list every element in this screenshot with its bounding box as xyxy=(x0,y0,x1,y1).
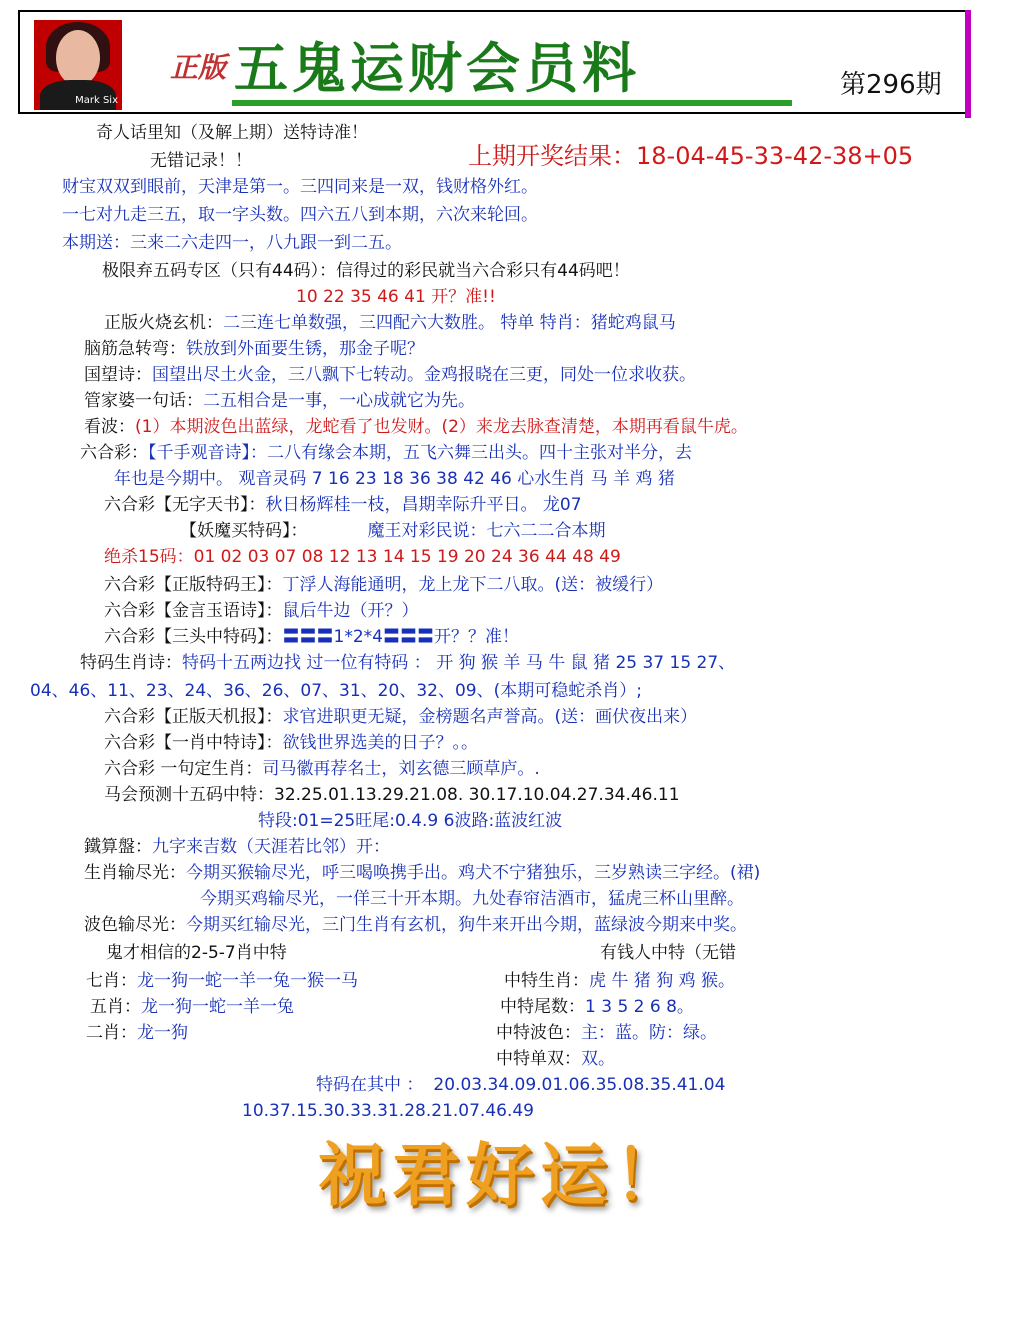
yaomo-row xyxy=(180,520,606,542)
wu-xiao-row xyxy=(90,996,294,1018)
shengxiao-text: 特码十五两边找 过一位有特码 ： 开 狗 猴 羊 马 牛 鼠 猪 25 37 15 27、 xyxy=(182,653,736,673)
guowang-text: 国望出尽土火金，三八飘下七转动。金鸡报晓在三更，同处一位求收获。 xyxy=(152,365,696,385)
er-xiao-label: 二肖： xyxy=(86,1023,137,1043)
jinyan-label: 六合彩【金言玉语诗】： xyxy=(104,601,283,621)
yaomo-label: 【妖魔买特码】： xyxy=(180,521,308,541)
guowang-row xyxy=(84,364,696,386)
last-draw-result: 上期开奖结果：18-04-45-33-42-38+05 xyxy=(468,142,914,170)
guanjia-label: 管家婆一句话： xyxy=(84,391,203,411)
title-underline xyxy=(232,100,792,106)
yiju-row xyxy=(104,758,540,780)
jixian-numbers: 10 22 35 46 41 开？准!! xyxy=(296,287,496,307)
bose-shu-text: 今期买红输尽光，三门生肖有玄机，狗牛来开出今期，蓝绿波今期来中奖。 xyxy=(186,915,747,935)
tema-wang-label: 六合彩【正版特码王】： xyxy=(104,575,283,595)
wuzi-text: 秋日杨辉桂一枝，昌期幸际升平日。 龙07 xyxy=(265,495,582,515)
yixiao-row xyxy=(104,732,478,754)
page-title: 五鬼运财会员料 xyxy=(234,36,640,100)
zhongte-bose-row xyxy=(496,1022,717,1044)
naojin-label: 脑筋急转弯： xyxy=(84,339,186,359)
wuzi-label: 六合彩【无字天书】： xyxy=(104,495,266,515)
kanbo-row xyxy=(84,416,748,438)
tianji-row xyxy=(104,706,697,728)
shengxiao-label: 特码生肖诗： xyxy=(80,653,182,673)
issue-number: 第296期 xyxy=(840,70,942,100)
tiesuan-label: 鐵算盤： xyxy=(84,837,152,857)
poem-line-1: 财宝双双到眼前，天津是第一。三四同来是一双，钱财格外红。 xyxy=(62,177,538,197)
zhongte-danshuang-value: 双。 xyxy=(581,1049,615,1069)
tema-wang-row xyxy=(104,574,663,596)
teduan-line: 特段:01=25旺尾:0.4.9 6波路:蓝波红波 xyxy=(258,811,563,831)
banner-edge-stripe xyxy=(965,10,971,118)
mahui-line: 马会预测十五码中特：32.25.01.13.29.21.08. 30.17.10.04.27.34.46.11 xyxy=(104,785,680,805)
photo-caption: Mark Six xyxy=(75,95,118,106)
santou-row xyxy=(104,626,519,648)
tianji-label: 六合彩【正版天机报】： xyxy=(104,707,283,727)
bose-shu-row xyxy=(84,914,747,936)
wu-xiao-label: 五肖： xyxy=(90,997,141,1017)
zhongte-shengxiao-value: 虎 牛 猪 狗 鸡 猴。 xyxy=(589,971,736,991)
zhongte-bose-value: 主：蓝。防：绿。 xyxy=(581,1023,717,1043)
tema-label: 特码在其中 ： xyxy=(316,1075,424,1095)
zhongte-bose-label: 中特波色： xyxy=(496,1023,581,1043)
yaomo-text: 魔王对彩民说：七六二二合本期 xyxy=(367,521,606,541)
qi-xiao-value: 龙一狗一蛇一羊一兔一猴一马 xyxy=(137,971,358,991)
right-block-heading: 有钱人中特（无错 xyxy=(600,943,736,963)
shengxiao-row xyxy=(80,652,735,674)
poem-line-2: 一七对九走三五，取一字头数。四六五八到本期，六次来轮回。 xyxy=(62,205,538,225)
yiju-text: 司马徽再荐名士，刘玄德三顾草庐。. xyxy=(262,759,540,779)
huoshao-row xyxy=(104,312,676,334)
er-xiao-row xyxy=(86,1022,188,1044)
qianshou-row xyxy=(80,442,692,464)
tiesuan-text: 九字来吉数（天涯若比邻）开： xyxy=(152,837,390,857)
zhongte-danshuang-label: 中特单双： xyxy=(496,1049,581,1069)
qianshou-continued: 年也是今期中。 观音灵码 7 16 23 18 36 38 42 46 心水生肖 马 羊 鸡 猪 xyxy=(114,469,675,489)
tema-numbers-1: 20.03.34.09.01.06.35.08.35.41.04 xyxy=(433,1075,726,1095)
shengxiao-shu-continued: 今期买鸡输尽光，一佯三十开本期。九处春帘洁酒市，猛虎三杯山里醉。 xyxy=(200,889,744,909)
wuzi-row xyxy=(104,494,582,516)
santou-text: 〓〓〓1*2*4〓〓〓开？？准！ xyxy=(282,627,519,647)
presenter-photo xyxy=(34,20,122,110)
yixiao-label: 六合彩【一肖中特诗】： xyxy=(104,733,283,753)
zhongte-weishu-value: 1 3 5 2 6 8。 xyxy=(585,997,694,1017)
kanbo-label: 看波： xyxy=(84,417,135,437)
jinyan-text: 鼠后牛边（开？） xyxy=(282,601,419,621)
shengxiao-shu-row xyxy=(84,862,760,884)
qi-xiao-row xyxy=(86,970,358,992)
qianshou-label: 六合彩： xyxy=(80,443,148,463)
zhengban-badge: 正版 xyxy=(170,51,227,84)
zhongte-shengxiao-row xyxy=(504,970,735,992)
er-xiao-value: 龙一狗 xyxy=(137,1023,188,1043)
bose-shu-label: 波色输尽光： xyxy=(84,915,186,935)
zhongte-weishu-row xyxy=(500,996,694,1018)
intro-line-2: 无错记录！！ xyxy=(150,151,252,171)
left-block-heading: 鬼才相信的2-5-7肖中特 xyxy=(106,943,287,963)
tiesuan-row xyxy=(84,836,390,858)
zhongte-shengxiao-label: 中特生肖： xyxy=(504,971,589,991)
good-luck-blessing: 祝君好运！ xyxy=(318,1136,689,1216)
qianshou-text: 【千手观音诗】：二八有缘会本期，五飞六舞三出头。四十主张对半分，去 xyxy=(148,443,692,463)
santou-label: 六合彩【三头中特码】： xyxy=(104,627,283,647)
huoshao-text: 二三连七单数强，三四配六大数胜。 特单 特肖：猪蛇鸡鼠马 xyxy=(223,313,676,333)
intro-line-1: 奇人话里知（及解上期）送特诗准！ xyxy=(96,123,368,143)
tianji-text: 求官进职更无疑，金榜题名声誉高。(送：画伏夜出来） xyxy=(282,707,698,727)
shengxiao-shu-text: 今期买猴输尽光，呼三喝唤携手出。鸡犬不宁猪独乐，三岁熟读三字经。(裙) xyxy=(186,863,761,883)
wu-xiao-value: 龙一狗一蛇一羊一兔 xyxy=(141,997,294,1017)
poem-line-3: 本期送：三来二六走四一，八九跟一到二五。 xyxy=(62,233,402,253)
zhongte-danshuang-row xyxy=(496,1048,615,1070)
header-banner xyxy=(18,10,970,114)
guanjia-row xyxy=(84,390,475,412)
shengxiao-continued: 04、46、11、23、24、36、26、07、31、20、32、09、(本期可稳蛇杀肖）; xyxy=(30,681,642,701)
guanjia-text: 二五相合是一事，一心成就它为先。 xyxy=(203,391,475,411)
jixian-line: 极限弃五码专区（只有44码）：信得过的彩民就当六合彩只有44码吧！ xyxy=(102,261,630,281)
qi-xiao-label: 七肖： xyxy=(86,971,137,991)
tema-row xyxy=(316,1074,725,1096)
naojin-text: 铁放到外面要生锈，那金子呢？ xyxy=(186,339,424,359)
tema-numbers-2: 10.37.15.30.33.31.28.21.07.46.49 xyxy=(242,1101,534,1121)
naojin-row xyxy=(84,338,424,360)
guowang-label: 国望诗： xyxy=(84,365,152,385)
jinyan-row xyxy=(104,600,419,622)
shengxiao-shu-label: 生肖输尽光： xyxy=(84,863,186,883)
jueshai-line: 绝杀15码：01 02 03 07 08 12 13 14 15 19 20 24 36 44 48 49 xyxy=(104,547,621,567)
zhongte-weishu-label: 中特尾数： xyxy=(500,997,585,1017)
kanbo-text: (1）本期波色出蓝绿，龙蛇看了也发财。(2）来龙去脉查清楚，本期再看鼠牛虎。 xyxy=(135,417,748,437)
tema-wang-text: 丁浮人海能通明，龙上龙下二八取。(送：被缓行） xyxy=(282,575,664,595)
yiju-label: 六合彩 一句定生肖： xyxy=(104,759,263,779)
yixiao-text: 欲钱世界选美的日子？。。 xyxy=(282,733,478,753)
huoshao-label: 正版火烧玄机： xyxy=(104,313,223,333)
